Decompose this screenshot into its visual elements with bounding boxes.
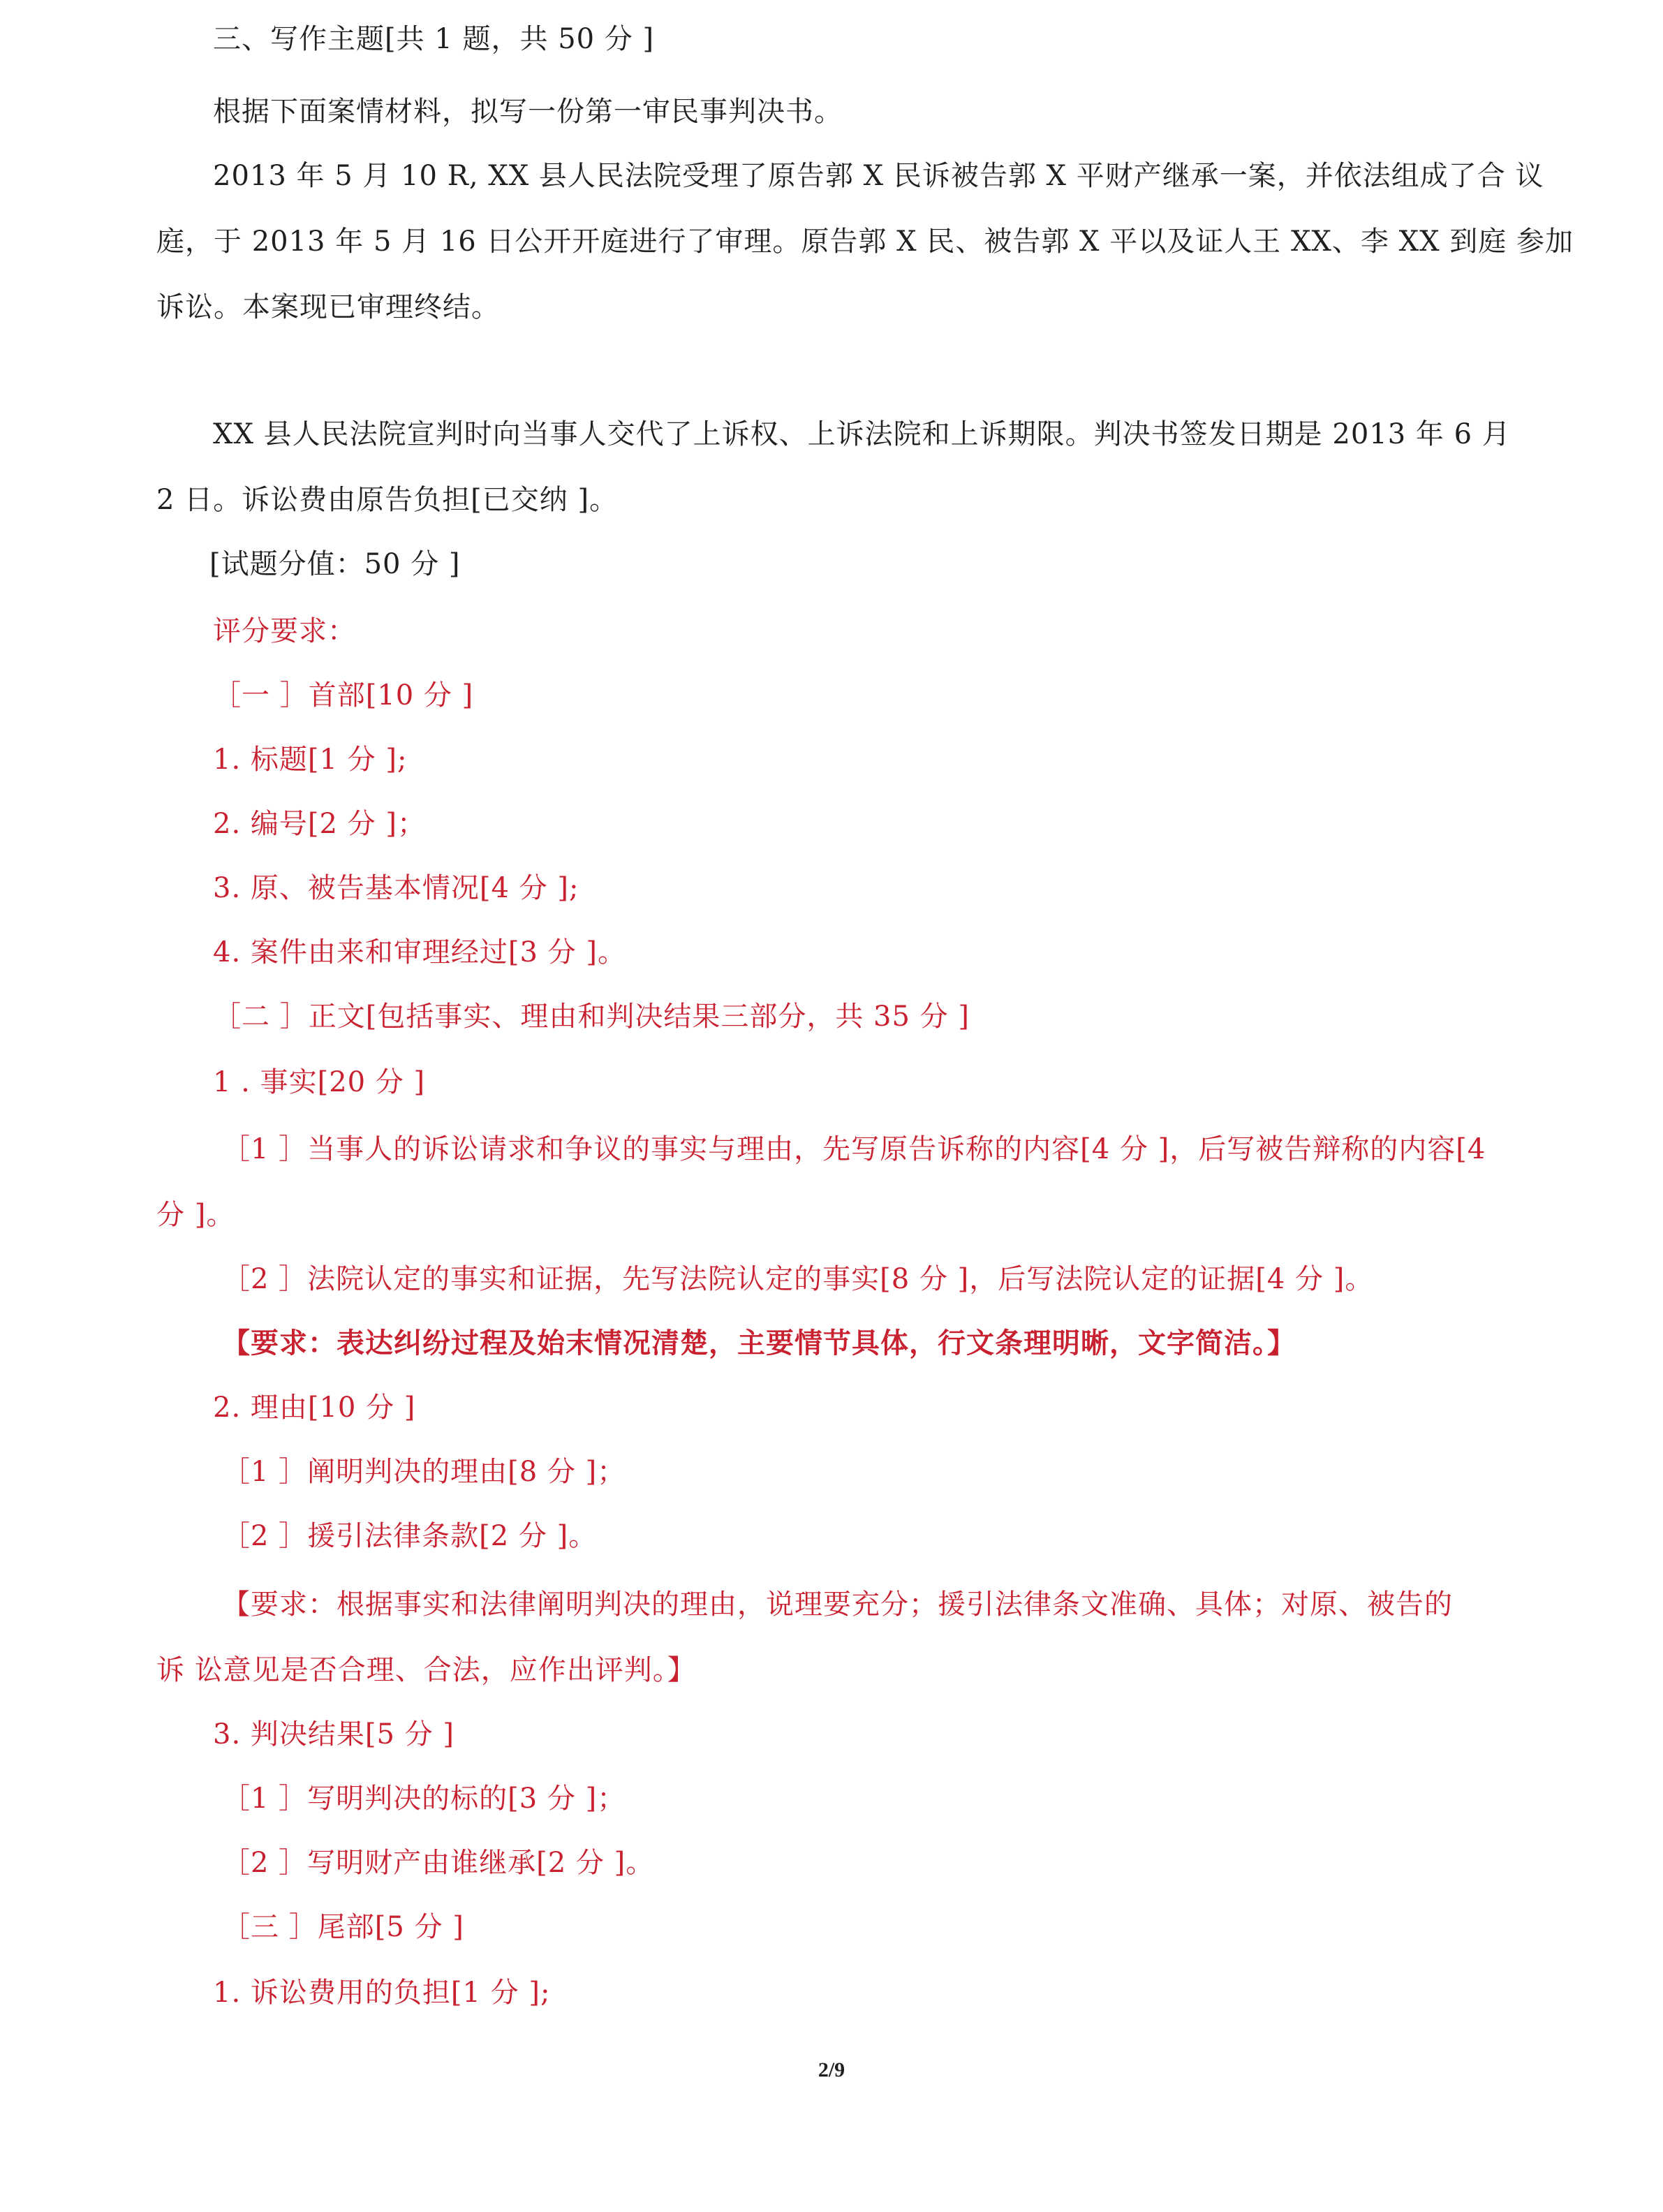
part1-heading: ［一 ］首部[10 分 ] xyxy=(213,679,474,711)
facts-item-1-line-1: ［1 ］当事人的诉讼请求和争议的事实与理由，先写原告诉称的内容[4 分 ]，后写被告辩称的内容[4 xyxy=(222,1133,1486,1165)
case-paragraph-2-line-2: 2 日。诉讼费由原告负担[已交纳 ]。 xyxy=(156,484,619,516)
score-value: [试题分值：50 分 ] xyxy=(209,548,461,580)
case-paragraph-2-line-1: XX 县人民法院宣判时向当事人交代了上诉权、上诉法院和上诉期限。判决书签发日期是 2013 年 6 月 xyxy=(213,418,1511,450)
reason-item-1: ［1 ］阐明判决的理由[8 分 ]； xyxy=(222,1456,626,1488)
case-paragraph-1-line-3: 诉讼。本案现已审理终结。 xyxy=(156,291,500,323)
part3-heading: ［三 ］尾部[5 分 ] xyxy=(222,1911,464,1943)
instruction-text: 根据下面案情材料，拟写一份第一审民事判决书。 xyxy=(213,96,843,128)
case-paragraph-1-line-2: 庭，于 2013 年 5 月 16 日公开开庭进行了审理。原告郭 X 民、被告郭 X 平以及证人王 XX、李 XX 到庭 参加 xyxy=(156,226,1574,258)
part3-item-1: 1. 诉讼费用的负担[1 分 ]; xyxy=(213,1977,551,2009)
part1-item-3: 3. 原、被告基本情况[4 分 ]; xyxy=(213,872,579,904)
result-item-1: ［1 ］写明判决的标的[3 分 ]； xyxy=(222,1783,626,1815)
page-number: 2/9 xyxy=(818,2058,845,2081)
section-heading: 三、写作主题[共 1 题，共 50 分 ] xyxy=(213,23,655,55)
part2-heading: ［二 ］正文[包括事实、理由和判决结果三部分，共 35 分 ] xyxy=(213,1001,970,1033)
result-item-2: ［2 ］写明财产由谁继承[2 分 ]。 xyxy=(222,1847,655,1879)
case-paragraph-1-line-1: 2013 年 5 月 10 R, XX 县人民法院受理了原告郭 X 民诉被告郭 X 平财产继承一案，并依法组成了合 议 xyxy=(213,160,1544,192)
facts-requirement: 【要求：表达纠纷过程及始末情况清楚，主要情节具体，行文条理明晰，文字简洁。】 xyxy=(222,1327,1296,1359)
part1-item-1: 1. 标题[1 分 ]; xyxy=(213,744,408,776)
reason-heading: 2. 理由[10 分 ] xyxy=(213,1392,416,1424)
scoring-heading: 评分要求： xyxy=(213,615,356,647)
reason-requirement-line-2: 诉 讼意见是否合理、合法，应作出评判。】 xyxy=(156,1654,696,1686)
part1-item-2: 2. 编号[2 分 ]； xyxy=(213,808,426,840)
result-heading: 3. 判决结果[5 分 ] xyxy=(213,1718,454,1750)
reason-item-2: ［2 ］援引法律条款[2 分 ]。 xyxy=(222,1520,598,1552)
reason-requirement-line-1: 【要求：根据事实和法律阐明判决的理由，说理要充分；援引法律条文准确、具体；对原、被告的 xyxy=(222,1588,1453,1621)
facts-item-2: ［2 ］法院认定的事实和证据，先写法院认定的事实[8 分 ]，后写法院认定的证据[4 分 ]。 xyxy=(222,1263,1374,1295)
facts-item-1-line-2: 分 ]。 xyxy=(156,1199,235,1231)
part1-item-4: 4. 案件由来和审理经过[3 分 ]。 xyxy=(213,936,626,968)
facts-heading: 1 . 事实[20 分 ] xyxy=(213,1066,426,1098)
